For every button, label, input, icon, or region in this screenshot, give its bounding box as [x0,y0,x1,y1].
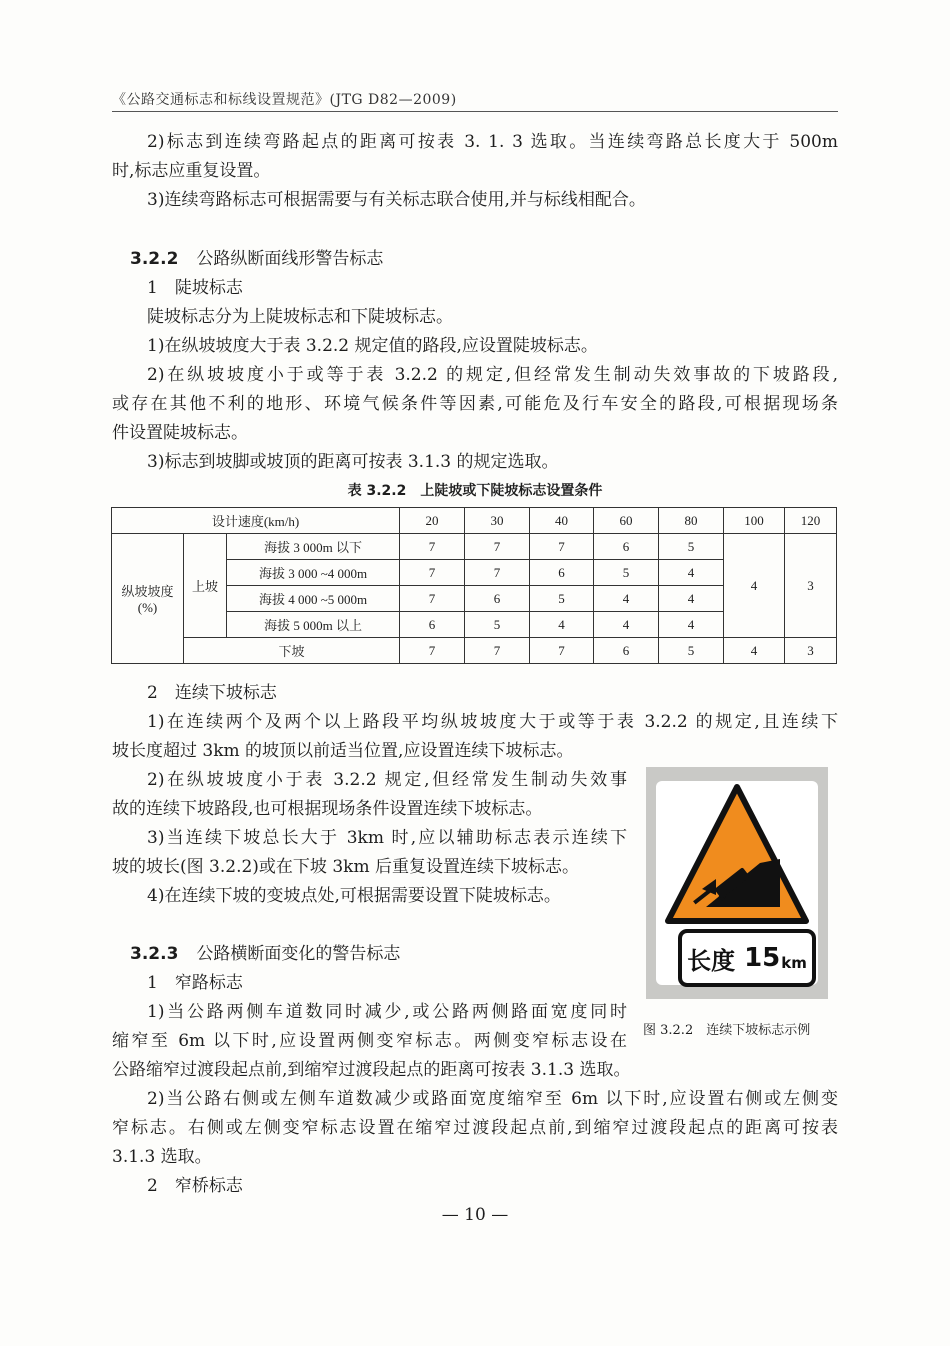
paragraph-line: 或存在其他不利的地形、环境气候条件等因素,可能危及行车安全的路段,可根据现场条 [112,394,838,414]
paragraph-line: 时,标志应重复设置。 [112,161,271,181]
speed-cell: 60 [594,508,659,534]
section-number: 3.2.2 [130,249,179,269]
value-cell: 4 [659,612,724,638]
value-cell: 6 [594,534,659,560]
subsection-heading: 2 连续下坡标志 [147,683,277,703]
paragraph-line: 2)当公路右侧或左侧车道数减少或路面宽度缩窄至 6m 以下时,应设置右侧或左侧变 [147,1089,838,1109]
speed-cell: 120 [785,508,837,534]
subsection-heading: 1 窄路标志 [147,973,243,993]
table-header-row [112,508,837,534]
value-cell: 6 [400,612,465,638]
altitude-cell: 海拔 3 000m 以下 [227,534,400,560]
speed-cell: 30 [465,508,530,534]
paragraph: 3)连续弯路标志可根据需要与有关标志联合使用,并与标线相配合。 [147,190,646,210]
altitude-cell: 海拔 3 000 ~4 000m [227,560,400,586]
section-title: 公路横断面变化的警告标志 [196,944,401,964]
value-cell: 4 [724,638,785,664]
speed-cell: 40 [530,508,594,534]
plate-text: 长度 [687,946,736,975]
value-cell: 7 [400,534,465,560]
value-cell: 7 [400,638,465,664]
paragraph-line: 1)当公路两侧车道数同时减少,或公路两侧路面宽度同时 [147,1002,627,1022]
paragraph-line: 缩窄至 6m 以下时,应设置两侧变窄标志。两侧变窄标志设在 [112,1031,627,1051]
value-cell: 6 [594,638,659,664]
paragraph-line: 1)在连续两个及两个以上路段平均纵坡坡度大于或等于表 3.2.2 的规定,且连续下 [147,712,838,732]
value-cell: 4 [594,612,659,638]
length-auxiliary-plate [678,929,816,987]
value-cell: 5 [594,560,659,586]
altitude-cell: 海拔 5 000m 以上 [227,612,400,638]
paragraph: 陡坡标志分为上陡坡标志和下陡坡标志。 [147,307,453,327]
grade-group-cell [112,534,184,664]
value-cell: 3 [785,638,837,664]
paragraph: 1)在纵坡坡度大于表 3.2.2 规定值的路段,应设置陡坡标志。 [147,336,598,356]
paragraph-line: 公路缩窄过渡段起点前,到缩窄过渡段起点的距离可按表 3.1.3 选取。 [112,1060,631,1080]
paragraph: 4)在连续下坡的变坡点处,可根据需要设置下陡坡标志。 [147,886,561,906]
subsection-heading: 2 窄桥标志 [147,1176,243,1196]
page-number: — 10 — [441,1205,509,1225]
paragraph-line: 窄标志。右侧或左侧变窄标志设置在缩窄过渡段起点前,到缩窄过渡段起点的距离可按表 [112,1118,838,1138]
value-cell: 7 [465,560,530,586]
value-cell: 5 [659,534,724,560]
uphill-label-cell: 上坡 [184,534,227,638]
steep-downhill-warning-sign-icon [656,781,818,931]
speed-header-cell: 设计速度(km/h) [112,508,400,534]
value-cell: 7 [530,638,594,664]
speed-cell: 100 [724,508,785,534]
figure-caption: 图 3.2.2 连续下坡标志示例 [643,1023,811,1038]
value-cell: 7 [465,638,530,664]
section-title: 公路纵断面线形警告标志 [196,249,384,269]
value-cell: 7 [400,560,465,586]
paragraph-line: 3)当连续下坡总长大于 3km 时,应以辅助标志表示连续下 [147,828,627,848]
header-rule [112,111,838,112]
paragraph: 3)标志到坡脚或坡顶的距离可按表 3.1.3 的规定选取。 [147,452,559,472]
value-cell: 6 [465,586,530,612]
merged-value-cell: 4 [724,534,785,638]
paragraph-line: 坡长度超过 3km 的坡顶以前适当位置,应设置连续下坡标志。 [112,741,574,761]
downhill-label-cell: 下坡 [184,638,400,664]
paragraph-line: 3.1.3 选取。 [112,1147,212,1167]
value-cell: 5 [465,612,530,638]
table-row [112,638,837,664]
paragraph-line: 坡的坡长(图 3.2.2)或在下坡 3km 后重复设置连续下坡标志。 [112,857,579,877]
table-caption: 表 3.2.2 上陡坡或下陡坡标志设置条件 [347,483,603,499]
continuous-downhill-sign-figure [646,767,828,999]
plate-unit: km [781,954,807,972]
value-cell: 4 [659,560,724,586]
value-cell: 7 [465,534,530,560]
sign-plate [656,781,818,985]
paragraph-line: 2)在纵坡坡度小于表 3.2.2 规定,但经常发生制动失效事 [147,770,627,790]
value-cell: 5 [530,586,594,612]
grade-group-unit: (%) [137,600,158,615]
speed-cell: 20 [400,508,465,534]
section-heading-3-2-3 [130,940,400,969]
value-cell: 7 [530,534,594,560]
value-cell: 5 [659,638,724,664]
value-cell: 4 [659,586,724,612]
value-cell: 4 [530,612,594,638]
grade-condition-table [111,507,837,664]
subsection-heading: 1 陡坡标志 [147,278,243,298]
value-cell: 6 [530,560,594,586]
paragraph-line: 2)标志到连续弯路起点的距离可按表 3. 1. 3 选取。当连续弯路总长度大于 500m [147,132,838,152]
paragraph-line: 2)在纵坡坡度小于或等于表 3.2.2 的规定,但经常发生制动失效事故的下坡路段, [147,365,838,385]
value-cell: 4 [594,586,659,612]
section-number: 3.2.3 [130,944,179,964]
paragraph-line: 件设置陡坡标志。 [112,423,248,443]
speed-cell: 80 [659,508,724,534]
table-row [112,534,837,560]
grade-group-label: 纵坡坡度 [121,584,174,599]
running-header: 《公路交通标志和标线设置规范》(JTG D82—2009) [112,92,457,108]
plate-number: 15 [744,943,781,973]
paragraph-line: 故的连续下坡路段,也可根据现场条件设置连续下坡标志。 [112,799,543,819]
altitude-cell: 海拔 4 000 ~5 000m [227,586,400,612]
merged-value-cell: 3 [785,534,837,638]
section-heading-3-2-2 [130,245,383,274]
value-cell: 7 [400,586,465,612]
